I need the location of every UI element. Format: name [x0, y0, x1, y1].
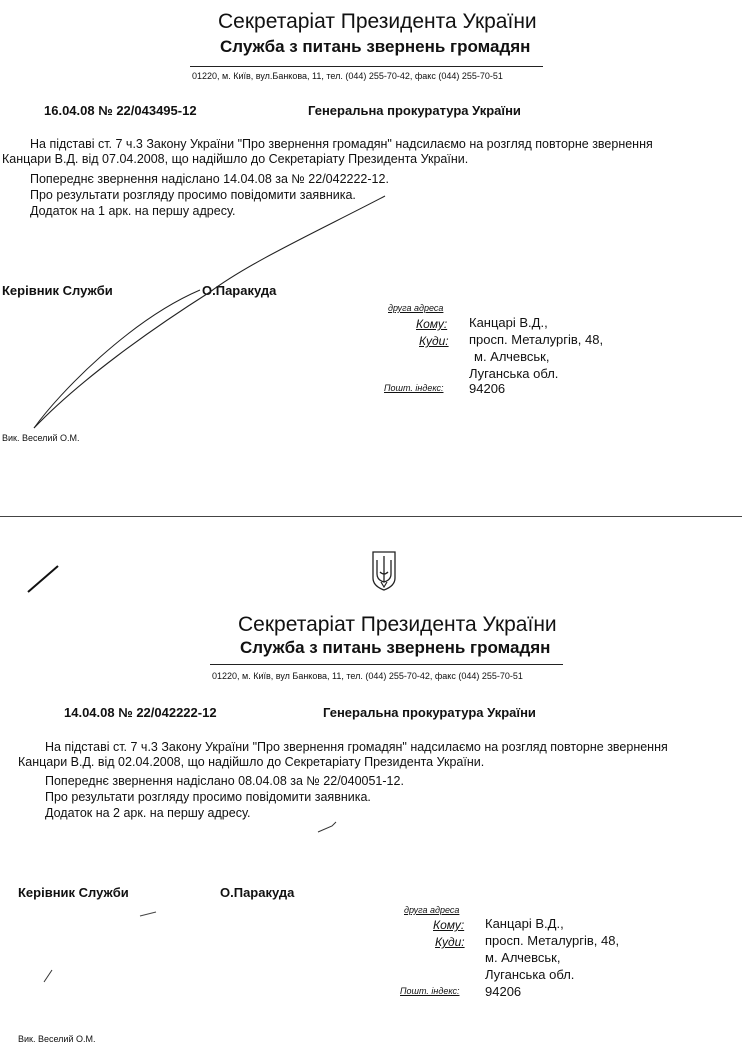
letter1-recipient-org: Генеральна прокуратура України: [308, 103, 521, 118]
letter2-postal-value: 94206: [485, 984, 522, 999]
letter2-paragraph-line2: Канцари В.Д. від 02.04.2008, що надійшло до Секретаріату Президента України.: [18, 755, 485, 769]
letter2-reference-number: 14.04.08 № 22/042222-12: [64, 705, 217, 720]
letter2-signatory-title: Керівник Служби: [18, 885, 129, 900]
letter1-to-value: Канцарі В.Д.,: [469, 315, 548, 330]
letter1-where-line1: просп. Металургів, 48,: [469, 332, 604, 347]
letter1-postal-value: 94206: [469, 381, 506, 396]
letter2-signatory-name: О.Паракуда: [220, 885, 295, 900]
letter2-attachment-note: Додаток на 2 арк. на першу адресу.: [45, 806, 251, 820]
letter1-paragraph-line2: Канцари В.Д. від 07.04.2008, що надійшло до Секретаріату Президента України.: [2, 152, 469, 166]
letter2-where-line2: м. Алчевськ,: [485, 950, 561, 965]
letter1-reference-number: 16.04.08 № 22/043495-12: [44, 103, 197, 118]
letter1-title: Секретаріат Президента України: [218, 10, 537, 33]
letter1-previous-appeal: Попереднє звернення надіслано 14.04.08 за № 22/042222-12.: [30, 172, 389, 186]
letter2-where-line3: Луганська обл.: [485, 967, 575, 982]
letter1-where-line2: м. Алчевськ,: [474, 349, 550, 364]
letter2-where-line1: просп. Металургів, 48,: [485, 933, 620, 948]
letter1-signatory-name: О.Паракуда: [202, 283, 277, 298]
letter2-address-line: 01220, м. Київ, вул Банкова, 11, тел. (044) 255-70-42, факс (044) 255-70-51: [212, 671, 523, 681]
letter2-results-request: Про результати розгляду просимо повідомити заявника.: [45, 790, 371, 804]
letter1-executor: Вик. Веселий О.М.: [2, 433, 80, 443]
letter2-executor: Вик. Веселий О.М.: [18, 1034, 96, 1044]
letter2-paragraph-line1: На підставі ст. 7 ч.3 Закону України "Про звернення громадян" надсилаємо на розгляд повторне звернення: [45, 740, 668, 754]
letter2-second-address-label: друга адреса: [404, 905, 460, 915]
letter1-where-label: Куди:: [419, 334, 449, 348]
letter1-paragraph-line1: На підставі ст. 7 ч.3 Закону України "Про звернення громадян" надсилаємо на розгляд повторне звернення: [30, 137, 653, 151]
letter2-postal-label: Пошт. індекс:: [400, 986, 460, 996]
letter2-where-label: Куди:: [435, 935, 465, 949]
letter1-results-request: Про результати розгляду просимо повідомити заявника.: [30, 188, 356, 202]
letter2-previous-appeal: Попереднє звернення надіслано 08.04.08 за № 22/040051-12.: [45, 774, 404, 788]
letter2-subtitle: Служба з питань звернень громадян: [240, 638, 551, 657]
letter2-recipient-org: Генеральна прокуратура України: [323, 705, 536, 720]
letter1-where-line3: Луганська обл.: [469, 366, 559, 381]
letter1-address-line: 01220, м. Київ, вул.Банкова, 11, тел. (044) 255-70-42, факс (044) 255-70-51: [192, 71, 503, 81]
letter1-attachment-note: Додаток на 1 арк. на першу адресу.: [30, 204, 236, 218]
letter2-to-label: Кому:: [433, 918, 465, 932]
letter1-subtitle: Служба з питань звернень громадян: [220, 37, 531, 56]
letter2-to-value: Канцарі В.Д.,: [485, 916, 564, 931]
letter1-postal-label: Пошт. індекс:: [384, 383, 444, 393]
letter1-second-address-label: друга адреса: [388, 303, 444, 313]
letter2-title: Секретаріат Президента України: [238, 613, 557, 636]
letter1-signatory-title: Керівник Служби: [2, 283, 113, 298]
letter1-to-label: Кому:: [416, 317, 448, 331]
